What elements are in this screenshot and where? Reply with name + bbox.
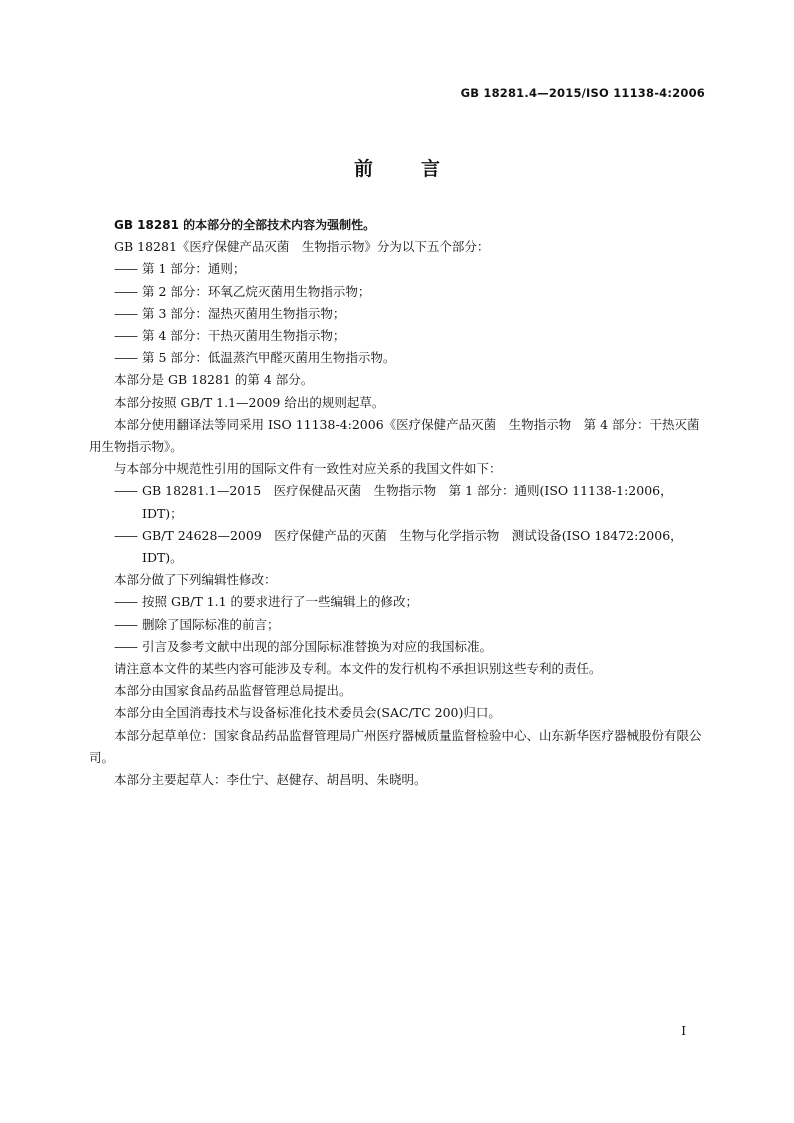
list-dash: ——	[114, 616, 137, 632]
list-dash: ——	[114, 350, 137, 366]
list-item	[89, 325, 707, 347]
parts-intro: GB 18281《医疗保健产品灭菌 生物指示物》分为以下五个部分：	[114, 239, 490, 255]
list-item-text: 引言及参考文献中出现的部分国际标准替换为对应的我国标准。	[142, 638, 493, 654]
list-item	[89, 303, 707, 325]
list-item	[89, 525, 707, 569]
part-statement: 本部分是 GB 18281 的第 4 部分。	[114, 372, 314, 388]
committee-statement: 本部分由全国消毒技术与设备标准化技术委员会(SAC/TC 200)归口。	[114, 705, 501, 721]
page-number: I	[681, 1024, 686, 1038]
standard-code-header: GB 18281.4—2015/ISO 11138-4:2006	[460, 86, 705, 100]
list-item-text: GB/T 24628—2009 医疗保健产品的灭菌 生物与化学指示物 测试设备(ISO 18472:2006，IDT)。	[142, 527, 683, 566]
edit-intro: 本部分做了下列编辑性修改：	[114, 572, 277, 588]
list-dash: ——	[114, 638, 137, 654]
list-item-text: 第 1 部分：通则；	[142, 261, 246, 277]
list-item-text: 按照 GB/T 1.1 的要求进行了一些编辑上的修改；	[142, 594, 419, 610]
list-dash: ——	[114, 483, 137, 499]
list-item-text: GB 18281.1—2015 医疗保健品灭菌 生物指示物 第 1 部分：通则(ISO 11138-1:2006，IDT)；	[142, 483, 673, 521]
proposer-statement: 本部分由国家食品药品监督管理总局提出。	[114, 683, 352, 699]
drafters: 本部分主要起草人：李仕宁、赵健存、胡昌明、朱晓明。	[114, 772, 427, 788]
list-item-text: 第 2 部分：环氧乙烷灭菌用生物指示物；	[142, 283, 371, 299]
drafting-rules: 本部分按照 GB/T 1.1—2009 给出的规则起草。	[114, 394, 385, 410]
foreword-body	[89, 214, 707, 791]
list-item-text: 第 3 部分：湿热灭菌用生物指示物；	[142, 305, 346, 321]
correspondence-intro: 与本部分中规范性引用的国际文件有一致性对应关系的我国文件如下：	[114, 461, 502, 477]
list-dash: ——	[114, 261, 137, 277]
patent-notice: 请注意本文件的某些内容可能涉及专利。本文件的发行机构不承担识别这些专利的责任。	[114, 661, 602, 677]
list-item	[89, 258, 707, 280]
adoption-statement: 本部分使用翻译法等同采用 ISO 11138-4:2006《医疗保健产品灭菌 生物指示物 第 4 部分：干热灭菌用生物指示物》。	[89, 416, 700, 455]
drafting-units: 本部分起草单位：国家食品药品监督管理局广州医疗器械质量监督检验中心、山东新华医疗器械股份有限公司。	[89, 727, 702, 765]
list-item	[89, 480, 707, 524]
list-item-text: 第 4 部分：干热灭菌用生物指示物；	[142, 328, 346, 344]
list-item	[89, 347, 707, 369]
list-dash: ——	[114, 328, 137, 344]
mandatory-statement: GB 18281 的本部分的全部技术内容为强制性。	[114, 218, 376, 232]
list-item	[89, 614, 707, 636]
page-title: 前言	[353, 158, 488, 180]
list-dash: ——	[114, 305, 137, 321]
list-dash: ——	[114, 594, 137, 610]
list-dash: ——	[114, 283, 137, 299]
list-item	[89, 281, 707, 303]
list-item-text: 第 5 部分：低温蒸汽甲醛灭菌用生物指示物。	[142, 350, 396, 366]
list-item-text: 删除了国际标准的前言；	[142, 616, 280, 632]
list-item	[89, 636, 707, 658]
list-dash: ——	[114, 527, 137, 543]
list-item	[89, 591, 707, 613]
